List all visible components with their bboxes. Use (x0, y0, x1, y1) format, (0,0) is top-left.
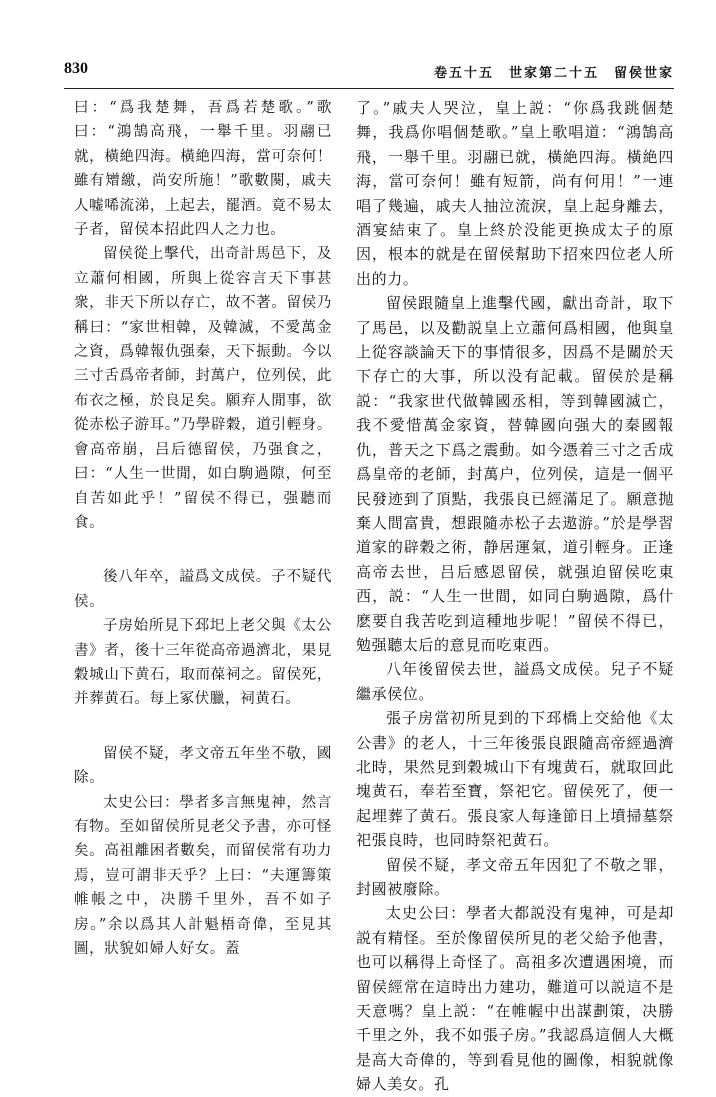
running-head: 卷五十五 世家第二十五 留侯世家 (433, 66, 674, 81)
page-number: 830 (64, 60, 88, 77)
original-paragraph: 留侯不疑，孝文帝五年坐不敬，國除。 (74, 745, 332, 787)
translation-paragraph: 太史公曰：學者大都説没有鬼神，可是却説有精怪。至於像留侯所見的老父給予他書，也可以稱得上奇怪了。高祖多次遭遇困境，而留侯經常在這時出力建功，難道可以説這不是天意嗎？皇上説：“在帷幄中出謀劃策，决勝千里之外，我不如張子房。”我認爲這個人大概是高大奇偉的，等到看見他的圖像，相貌就像婦人美女。孔 (356, 904, 674, 1094)
original-text-column (74, 96, 332, 961)
translation-column (356, 96, 674, 1097)
original-paragraph: 太史公曰：學者多言無鬼神，然言有物。至如留侯所見老父予書，亦可怪矣。高祖離困者數矣，而留侯常有功力焉，豈可謂非天乎？上曰：“夫運籌策帷帳之中，决勝千里外，吾不如子房。”余以爲其人計魁梧奇偉，至見其圖，狀貌如婦人好女。蓋 (74, 794, 332, 957)
original-paragraph: 後八年卒，謚爲文成侯。子不疑代侯。 (74, 569, 332, 610)
translation-paragraph: 留侯不疑，孝文帝五年因犯了不敬之罪，封國被廢除。 (356, 855, 674, 898)
header-rule (64, 88, 674, 89)
translation-paragraph: 了。”戚夫人哭泣，皇上説：“你爲我跳個楚舞，我爲你唱個楚歌。”皇上歌唱道：“鴻鵠高飛，一舉千里。羽翮已就，橫絶四海。橫絶四海，當可奈何！雖有短箭，尚有何用！”一連唱了幾遍，戚夫人抽泣流淚，皇上起身離去，酒宴結束了。皇上終於没能更换成太子的原因，根本的就是在留侯幫助下招來四位老人所出的力。 (356, 99, 674, 288)
translation-paragraph: 八年後留侯去世，謚爲文成侯。兒子不疑繼承侯位。 (356, 660, 674, 703)
original-paragraph: 留侯從上擊代，出奇計馬邑下，及立蕭何相國，所與上從容言天下事甚衆，非天下所以存亡，故不著。留侯乃稱曰：“家世相韓，及韓滅，不愛萬金之資，爲韓報仇强秦，天下振動。今以三寸舌爲帝者師，封萬户，位列侯，此布衣之極，於良足矣。願弃人閒事，欲從赤松子游耳。”乃學辟穀，道引輕身。會高帝崩，吕后德留侯，乃强食之，曰：“人生一世閒，如白駒過隙，何至自苦如此乎！”留侯不得已，强聽而食。 (74, 246, 332, 531)
paragraph-gap (74, 535, 332, 565)
translation-paragraph: 留侯跟隨皇上進擊代國，獻出奇計，取下了馬邑，以及勸説皇上立蕭何爲相國，他與皇上從容談論天下的事情很多，因爲不是關於天下存亡的大事，所以没有記載。留侯於是稱説：“我家世代做韓國丞相，等到韓國滅亡，我不愛惜萬金家資，替韓國向强大的秦國報仇，普天之下爲之震動。如今憑着三寸之舌成爲皇帝的老師，封萬户，位列侯，這是一個平民發迹到了頂點，我張良已經滿足了。願意抛棄人間富貴，想跟隨赤松子去遨游。”於是學習道家的辟穀之術，静居運氣，道引輕身。正逢高帝去世，吕后感恩留侯，就强迫留侯吃東西，説：“人生一世間，如同白駒過隙，爲什麽要自我苦吃到這種地步呢！”留侯不得已，勉强聽太后的意見而吃東西。 (356, 294, 674, 654)
original-paragraph: 曰：“爲我楚舞，吾爲若楚歌。”歌曰：“鴻鵠高飛，一舉千里。羽翮已就，橫絶四海。橫絶四海，當可奈何！雖有矰繳，尚安所施！”歌數闋，戚夫人嘘唏流涕，上起去，罷酒。竟不易太子者，留侯本招此四人之力也。 (74, 100, 332, 239)
paragraph-gap (74, 712, 332, 742)
page-header (64, 56, 674, 84)
original-paragraph: 子房始所見下邳圯上老父與《太公書》者，後十三年從高帝過濟北，果見穀城山下黄石，取而葆祠之。留侯死，并葬黄石。每上冢伏臘，祠黄石。 (74, 618, 332, 708)
translation-paragraph: 張子房當初所見到的下邳橋上交給他《太公書》的老人，十三年後張良跟隨高帝經過濟北時，果然見到穀城山下有塊黄石，就取回此塊黄石，奉若至寶，祭祀它。留侯死了，便一起埋葬了黄石。張良家人每逢節日上墳掃墓祭祀張良時，也同時祭祀黄石。 (356, 709, 674, 850)
